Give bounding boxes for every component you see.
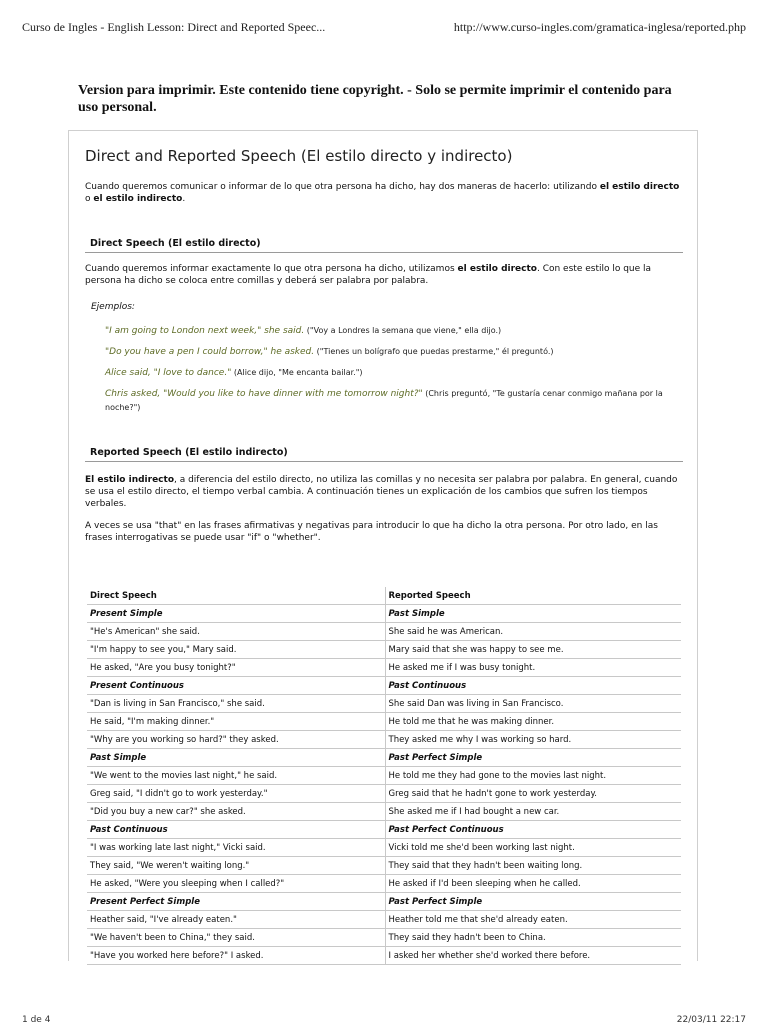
table-row	[87, 659, 681, 677]
reported-speech-cell: Past Perfect Simple	[385, 749, 681, 767]
reported-speech-paragraph-2: A veces se usa "that" en las frases afirmativas y negativas para introducir lo que ha dicho la otra persona. Por otro lado, en las frases interrogativas se puede usar "if" o "whether".	[85, 521, 658, 543]
direct-speech-cell: "I'm happy to see you," Mary said.	[87, 641, 385, 659]
direct-speech-cell: He asked, "Were you sleeping when I called?"	[87, 875, 385, 893]
table-row	[87, 911, 681, 929]
table-row	[87, 731, 681, 749]
reported-speech-cell: Vicki told me she'd been working last night.	[385, 839, 681, 857]
direct-speech-cell: "Dan is living in San Francisco," she said.	[87, 695, 385, 713]
table-row	[87, 839, 681, 857]
direct-speech-cell: Past Continuous	[87, 821, 385, 839]
reported-speech-cell: She said he was American.	[385, 623, 681, 641]
direct-speech-cell: "We haven't been to China," they said.	[87, 929, 385, 947]
tense-category-row	[87, 821, 681, 839]
direct-speech-cell: "Did you buy a new car?" she asked.	[87, 803, 385, 821]
reported-speech-paragraph-1: El estilo indirecto, a diferencia del estilo directo, no utiliza las comillas y no necesita ser palabra por palabra. En general, cuando se usa el estilo directo, el tiempo verbal cambia. A continuación tienes un explicación de los cambios que sufren los tiempos verbales.	[85, 475, 678, 509]
table-row	[87, 785, 681, 803]
example-1: "I am going to London next week," she said. ("Voy a Londres la semana que viene," ella dijo.)	[105, 326, 502, 336]
tense-category-row	[87, 893, 681, 911]
reported-speech-cell: They said they hadn't been to China.	[385, 929, 681, 947]
direct-speech-cell: "Have you worked here before?" I asked.	[87, 947, 385, 965]
table-row	[87, 767, 681, 785]
direct-speech-cell: "Why are you working so hard?" they asked.	[87, 731, 385, 749]
direct-speech-cell: "I was working late last night," Vicki said.	[87, 839, 385, 857]
direct-speech-cell: Heather said, "I've already eaten."	[87, 911, 385, 929]
table-row	[87, 641, 681, 659]
reported-speech-cell: They asked me why I was working so hard.	[385, 731, 681, 749]
print-header-title: Curso de Ingles - English Lesson: Direct and Reported Speec...	[22, 20, 326, 34]
reported-speech-cell: He told me that he was making dinner.	[385, 713, 681, 731]
copyright-notice: Version para imprimir. Este contenido tiene copyright. - Solo se permite imprimir el contenido para uso personal.	[78, 83, 672, 115]
table-row	[87, 713, 681, 731]
tense-table-body	[87, 587, 681, 965]
print-header-url[interactable]: http://www.curso-ingles.com/gramatica-inglesa/reported.php	[453, 20, 746, 34]
reported-speech-cell: She said Dan was living in San Francisco.	[385, 695, 681, 713]
reported-speech-cell: They said that they hadn't been waiting long.	[385, 857, 681, 875]
tense-changes-table	[87, 587, 681, 965]
lesson-title: Direct and Reported Speech (El estilo directo y indirecto)	[85, 147, 513, 165]
direct-speech-cell: "He's American" she said.	[87, 623, 385, 641]
examples-label: Ejemplos:	[91, 302, 135, 312]
direct-speech-cell: Present Continuous	[87, 677, 385, 695]
reported-speech-cell: Past Continuous	[385, 677, 681, 695]
direct-speech-cell: Past Simple	[87, 749, 385, 767]
reported-speech-cell: Heather told me that she'd already eaten.	[385, 911, 681, 929]
table-row	[87, 857, 681, 875]
example-4: Chris asked, "Would you like to have dinner with me tomorrow night?" (Chris preguntó, "Te gustaría cenar conmigo mañana por la noche?")	[105, 389, 663, 412]
table-header-row	[87, 587, 681, 605]
footer-page-number: 1 de 4	[22, 1015, 51, 1025]
header-reported-speech: Reported Speech	[385, 587, 681, 605]
reported-speech-cell: Mary said that she was happy to see me.	[385, 641, 681, 659]
intro-paragraph: Cuando queremos comunicar o informar de lo que otra persona ha dicho, hay dos maneras de hacerlo: utilizando el estilo directo o el estilo indirecto.	[85, 182, 680, 204]
table-row	[87, 803, 681, 821]
tense-category-row	[87, 605, 681, 623]
reported-speech-cell: I asked her whether she'd worked there before.	[385, 947, 681, 965]
reported-speech-cell: He asked if I'd been sleeping when he called.	[385, 875, 681, 893]
reported-speech-cell: Greg said that he hadn't gone to work yesterday.	[385, 785, 681, 803]
table-row	[87, 695, 681, 713]
direct-speech-cell: Greg said, "I didn't go to work yesterday."	[87, 785, 385, 803]
direct-speech-cell: "We went to the movies last night," he said.	[87, 767, 385, 785]
reported-speech-cell: Past Perfect Continuous	[385, 821, 681, 839]
direct-speech-cell: He said, "I'm making dinner."	[87, 713, 385, 731]
reported-speech-cell: Past Simple	[385, 605, 681, 623]
lesson-content-box	[68, 130, 698, 961]
direct-speech-cell: He asked, "Are you busy tonight?"	[87, 659, 385, 677]
header-direct-speech: Direct Speech	[87, 587, 385, 605]
example-3: Alice said, "I love to dance." (Alice dijo, "Me encanta bailar.")	[105, 368, 363, 378]
table-row	[87, 947, 681, 965]
tense-category-row	[87, 749, 681, 767]
reported-speech-heading: Reported Speech (El estilo indirecto)	[85, 447, 683, 462]
table-row	[87, 875, 681, 893]
table-row	[87, 929, 681, 947]
reported-speech-cell: He asked me if I was busy tonight.	[385, 659, 681, 677]
direct-speech-paragraph: Cuando queremos informar exactamente lo que otra persona ha dicho, utilizamos el estilo directo. Con este estilo lo que la persona ha dicho se coloca entre comillas y deberá ser palabra por palabra.	[85, 264, 652, 286]
direct-speech-cell: Present Simple	[87, 605, 385, 623]
example-2: "Do you have a pen I could borrow," he asked. ("Tienes un bolígrafo que puedas prestarme," él preguntó.)	[105, 347, 554, 357]
reported-speech-cell: He told me they had gone to the movies last night.	[385, 767, 681, 785]
reported-speech-cell: She asked me if I had bought a new car.	[385, 803, 681, 821]
direct-speech-cell: They said, "We weren't waiting long."	[87, 857, 385, 875]
table-row	[87, 623, 681, 641]
footer-datetime: 22/03/11 22:17	[676, 1015, 746, 1025]
direct-speech-heading: Direct Speech (El estilo directo)	[85, 238, 683, 253]
tense-category-row	[87, 677, 681, 695]
direct-speech-cell: Present Perfect Simple	[87, 893, 385, 911]
reported-speech-cell: Past Perfect Simple	[385, 893, 681, 911]
